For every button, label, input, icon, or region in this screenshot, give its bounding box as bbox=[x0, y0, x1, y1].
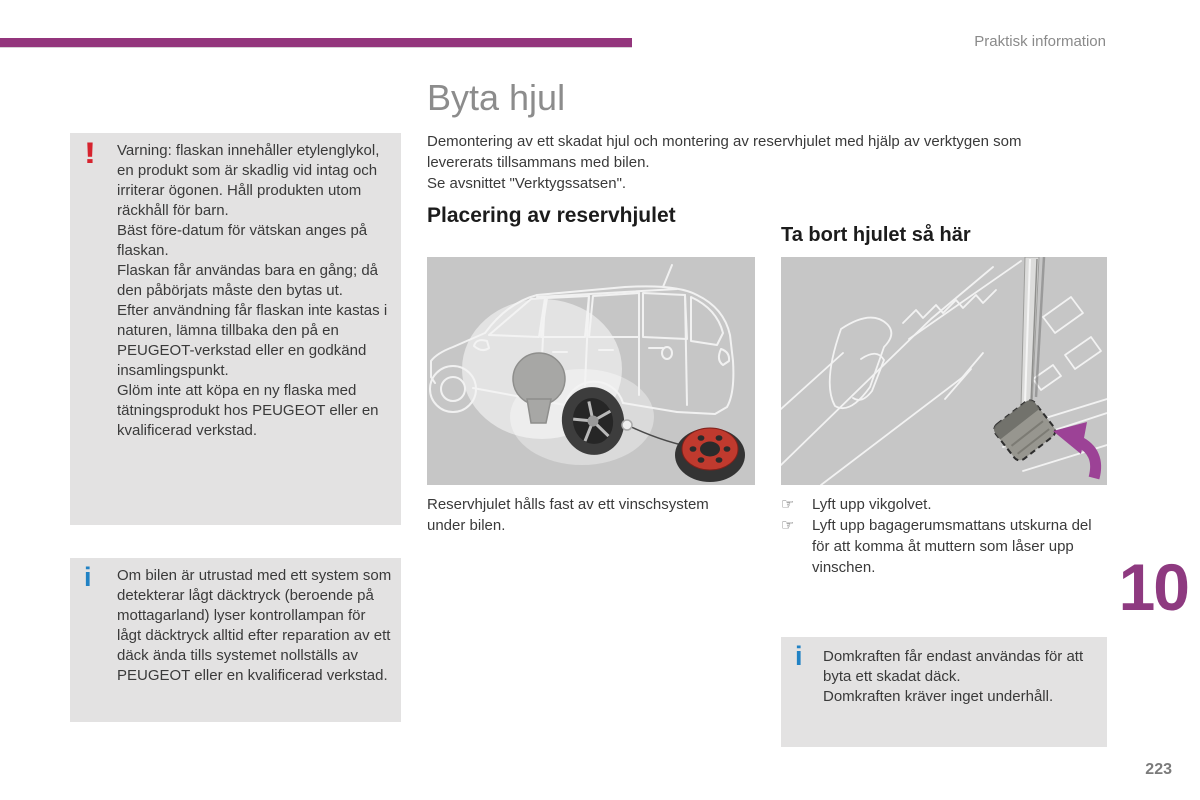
warning-paragraph: Flaskan får användas bara en gång; då den påbörjats måste den bytas ut. bbox=[117, 262, 379, 299]
intro-paragraph: Demontering av ett skadat hjul och montering av reservhjulet med hjälp av verktygen som levererats tillsammans med bilen. bbox=[427, 133, 1022, 171]
intro-block bbox=[427, 131, 1052, 194]
info-box-tyre-pressure bbox=[70, 558, 401, 722]
step-item bbox=[781, 494, 1111, 515]
step-text: Lyft upp bagagerumsmattans utskurna del för att komma åt muttern som låser upp vinschen. bbox=[812, 517, 1092, 576]
warning-box bbox=[70, 133, 401, 525]
info-paragraph: Domkraften får endast användas för att byta ett skadat däck. bbox=[823, 648, 1084, 685]
remove-wheel-heading: Ta bort hjulet så här bbox=[781, 224, 971, 246]
info-paragraph: Domkraften kräver inget underhåll. bbox=[823, 688, 1054, 705]
info-paragraph: Om bilen är utrustad med ett system som detekterar lågt däcktryck (beroende på mottagarland) lyser kontrollampan för lågt däcktryck alltid efter reparation av ett däck ända tills systemet nollställs av PEUGEOT eller en kvalificerad verkstad. bbox=[117, 567, 392, 684]
warning-paragraph: Varning: flaskan innehåller etylenglykol, en produkt som är skadlig vid intag och irriterar ögonen. Håll produkten utom räckhåll för barn. bbox=[117, 142, 380, 219]
accent-bar bbox=[0, 38, 632, 48]
exclamation-icon: ! bbox=[83, 137, 97, 170]
warning-paragraph: Bäst före-datum för vätskan anges på flaskan. bbox=[117, 222, 368, 259]
remove-wheel-steps bbox=[781, 494, 1111, 578]
warning-paragraph: Glöm inte att köpa en ny flaska med tätningsprodukt hos PEUGEOT eller en kvalificerad verkstad. bbox=[117, 382, 379, 439]
pointer-icon: ☞ bbox=[781, 517, 795, 534]
page-number: 223 bbox=[1145, 761, 1172, 778]
step-text: Lyft upp vikgolvet. bbox=[812, 496, 932, 513]
trunk-illustration bbox=[781, 257, 1107, 485]
spare-wheel-heading: Placering av reservhjulet bbox=[427, 204, 676, 227]
header-section-label: Praktisk information bbox=[974, 33, 1106, 50]
chapter-number: 10 bbox=[1118, 550, 1188, 624]
info-icon: i bbox=[795, 641, 803, 671]
warning-paragraph: Efter användning får flaskan inte kastas i naturen, lämna tillbaka den på en PEUGEOT-verkstad eller en godkänd insamlingspunkt. bbox=[117, 302, 388, 379]
pointer-icon: ☞ bbox=[781, 496, 795, 513]
info-icon: i bbox=[84, 562, 92, 592]
step-item bbox=[781, 515, 1111, 578]
spare-wheel-caption: Reservhjulet hålls fast av ett vinschsystem under bilen. bbox=[427, 496, 709, 534]
car-illustration bbox=[427, 257, 755, 485]
see-also-note: Se avsnittet "Verktygssatsen". bbox=[427, 175, 627, 192]
page-title: Byta hjul bbox=[427, 77, 566, 118]
info-box-jack bbox=[781, 637, 1107, 747]
